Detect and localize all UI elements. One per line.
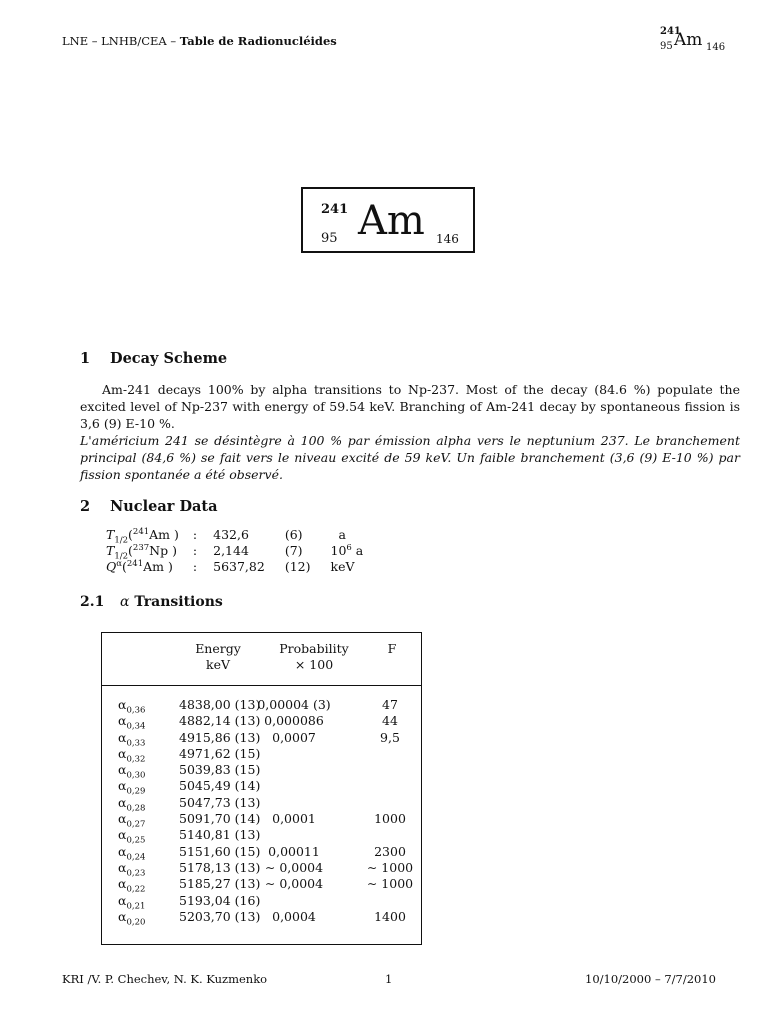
column-header-probability: Probability × 100 <box>279 641 349 672</box>
nuclear-data-row-half-life-am <box>106 527 369 543</box>
transition-level: $\alpha_{0,32}$ <box>118 745 146 765</box>
nuclear-data-table <box>106 527 369 575</box>
section-title: Decay Scheme <box>110 350 228 367</box>
nuclear-data-row-q-value <box>106 559 369 575</box>
table-row <box>102 892 421 912</box>
transition-level: $\alpha_{0,21}$ <box>118 892 146 912</box>
hindrance-factor: 47 <box>382 697 398 712</box>
section-heading-nuclear-data <box>80 498 218 515</box>
header-neutron-number: 146 <box>706 42 726 53</box>
value: 432,6 <box>213 527 249 542</box>
decay-scheme-text <box>80 381 740 483</box>
transition-energy: 5203,70 (13) <box>179 908 261 924</box>
transition-probability: ∼ 0,0004 <box>264 876 324 892</box>
transition-level: $\alpha_{0,33}$ <box>118 729 146 749</box>
footer-dates: 10/10/2000 – 7/7/2010 <box>585 972 716 986</box>
transition-probability: ∼ 0,0004 <box>264 859 324 875</box>
quantity: $T_{1/2}(^{241}Am$ ) <box>106 526 179 546</box>
transition-probability: 0,0004 <box>272 908 316 924</box>
header-atomic-number: 95 <box>660 41 673 52</box>
nuclide-box <box>301 187 475 253</box>
transition-probability: 0,0001 <box>272 811 316 827</box>
section-number: 1 <box>80 350 91 367</box>
transition-level: $\alpha_{0,28}$ <box>118 794 146 814</box>
hindrance-factor: 44 <box>382 713 398 729</box>
running-header <box>62 34 337 48</box>
table-row <box>102 843 421 863</box>
hindrance-factor: 1400 <box>374 908 406 924</box>
transition-level: $\alpha_{0,30}$ <box>118 762 146 781</box>
section-title: Nuclear Data <box>110 498 218 515</box>
transition-energy: 5039,83 (15) <box>179 762 261 778</box>
separator: : <box>192 543 198 558</box>
quantity: $Q^\alpha(^{241}Am$ ) <box>106 558 173 574</box>
hindrance-factor: ∼ 1000 <box>366 876 414 892</box>
uncertainty: (12) <box>284 559 311 574</box>
transition-energy: 5193,04 (16) <box>179 892 261 908</box>
transition-energy: 4971,62 (15) <box>179 745 261 761</box>
table-row <box>102 713 421 732</box>
table-row <box>102 811 421 830</box>
transition-level: $\alpha_{0,24}$ <box>118 843 146 863</box>
transition-energy: 4915,86 (13) <box>179 729 261 745</box>
alpha-symbol: α <box>120 594 130 610</box>
table-row <box>102 908 421 928</box>
transition-energy: 4838,00 (13) <box>179 697 261 712</box>
unit: keV <box>330 559 355 574</box>
transition-energy: 5178,13 (13) <box>179 859 261 875</box>
transition-energy: 5091,70 (14) <box>179 811 261 827</box>
alpha-transitions-table <box>101 632 422 945</box>
transition-level: $\alpha_{0,34}$ <box>118 713 146 732</box>
header-doc-title: Table de Radionucléides <box>179 34 337 48</box>
table-row <box>102 876 421 895</box>
transition-energy: 5185,27 (13) <box>179 876 261 892</box>
table-row <box>102 762 421 781</box>
value: 2,144 <box>213 543 249 558</box>
table-row <box>102 697 421 716</box>
section-number: 2 <box>80 498 91 515</box>
footer-page-number: 1 <box>385 972 393 986</box>
hindrance-factor: 1000 <box>374 811 406 827</box>
table-row <box>102 729 421 749</box>
header-lab: LNE – LNHB/CEA – <box>62 34 180 48</box>
alpha-rows <box>102 697 421 928</box>
table-row <box>102 859 421 879</box>
unit: $10^6$ a <box>330 542 364 558</box>
column-header-energy: Energy keV <box>195 641 241 672</box>
hindrance-factor: 2300 <box>374 843 406 859</box>
nuclide-atomic-number: 95 <box>321 231 338 246</box>
header-mass-number: 241 <box>660 26 681 37</box>
table-row <box>102 827 421 846</box>
quantity: $T_{1/2}(^{237}Np$ ) <box>106 542 177 562</box>
separator: : <box>192 559 198 574</box>
section-heading-decay-scheme <box>80 350 227 367</box>
transition-energy: 5045,49 (14) <box>179 778 261 794</box>
table-header-rule <box>102 685 421 686</box>
unit: a <box>338 527 346 542</box>
transition-probability: 0,0007 <box>272 729 316 745</box>
footer-authors: KRI /V. P. Chechev, N. K. Kuzmenko <box>62 972 268 986</box>
subsection-title: Transitions <box>134 594 223 610</box>
nuclide-mass-number: 241 <box>321 202 349 217</box>
nuclide-element-symbol: Am <box>358 198 425 244</box>
nuclear-data-row-half-life-np <box>106 543 369 559</box>
column-header-f: F <box>387 641 397 656</box>
uncertainty: (7) <box>284 543 303 558</box>
subsection-number: 2.1 <box>80 594 105 610</box>
table-row <box>102 778 421 797</box>
hindrance-factor: 9,5 <box>380 729 400 745</box>
separator: : <box>192 527 198 542</box>
hindrance-factor: ∼ 1000 <box>366 859 414 875</box>
subsection-heading-alpha-transitions <box>80 594 223 610</box>
transition-level: $\alpha_{0,23}$ <box>118 859 146 879</box>
header-element-symbol: Am <box>674 30 703 50</box>
transition-level: $\alpha_{0,20}$ <box>118 908 146 928</box>
nuclide-neutron-number: 146 <box>436 232 459 246</box>
decay-text-french: L'américium 241 se désintègre à 100 % par émission alpha vers le neptunium 237. Le branchement principal (84,6 %) se fait vers le niveau excité de 59 keV. Un faible branchement (3,6 (9) E-10 %) par fission spontanée a été observé. <box>80 433 740 482</box>
uncertainty: (6) <box>284 527 303 542</box>
transition-probability: 0,00004 (3) <box>257 697 331 712</box>
transition-level: $\alpha_{0,27}$ <box>118 811 146 830</box>
transition-probability: 0,00011 <box>268 843 320 859</box>
table-row <box>102 745 421 765</box>
transition-energy: 5151,60 (15) <box>179 843 261 859</box>
table-row <box>102 794 421 814</box>
value: 5637,82 <box>213 559 265 574</box>
transition-level: $\alpha_{0,25}$ <box>118 827 146 846</box>
transition-probability: 0,000086 <box>264 713 324 729</box>
transition-energy: 5047,73 (13) <box>179 794 261 810</box>
decay-text-english: Am-241 decays 100% by alpha transitions to Np-237. Most of the decay (84.6 %) populate the excited level of Np-237 with energy of 59.54 keV. Branching of Am-241 decay by spontaneous fission is 3,6 (9) E-10 %. <box>80 382 740 431</box>
transition-level: $\alpha_{0,22}$ <box>118 876 146 895</box>
transition-energy: 5140,81 (13) <box>179 827 261 843</box>
transition-energy: 4882,14 (13) <box>179 713 261 729</box>
transition-level: $\alpha_{0,29}$ <box>118 778 146 797</box>
transition-level: $\alpha_{0,36}$ <box>118 697 146 716</box>
header-nuclide <box>648 26 728 56</box>
